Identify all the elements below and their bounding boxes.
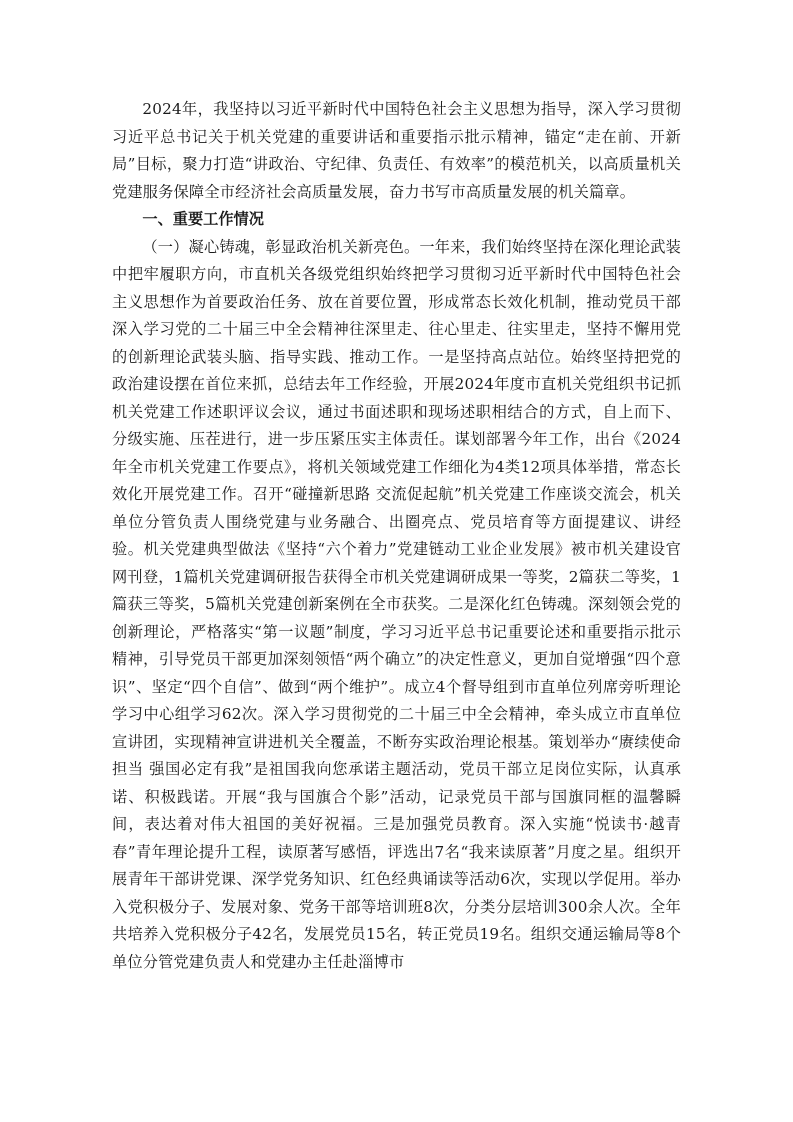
intro-paragraph: 2024年，我坚持以习近平新时代中国特色社会主义思想为指导，深入学习贯彻习近平总书记关于机关党建的重要讲话和重要指示批示精神，锚定“走在前、开新局”目标，聚力打造“讲政治、守纪律、负责任、有效率”的模范机关，以高质量机关党建服务保障全市经济社会高质量发展，奋力书写市高质量发展的机关篇章。: [112, 100, 681, 201]
section-body-paragraph: （一）凝心铸魂，彰显政治机关新亮色。一年来，我们始终坚持在深化理论武装中把牢履职方向，市直机关各级党组织始终把学习贯彻习近平新时代中国特色社会主义思想作为首要政治任务、放在首要位置，形成常态长效化机制，推动党员干部深入学习党的二十届三中全会精神往深里走、往心里走、往实里走，坚持不懈用党的创新理论武装头脑、指导实践、推动工作。一是坚持高点站位。始终坚持把党的政治建设摆在首位来抓，总结去年工作经验，开展2024年度市直机关党组织书记抓机关党建工作述职评议会议，通过书面述职和现场述职相结合的方式，自上而下、分级实施、压茬进行，进一步压紧压实主体责任。谋划部署今年工作，出台《2024年全市机关党建工作要点》，将机关领域党建工作细化为4类12项具体举措，常态长效化开展党建工作。召开“碰撞新思路 交流促起航”机关党建工作座谈交流会，机关单位分管负责人围绕党建与业务融合、出圈亮点、党员培育等方面提建议、讲经验。机关党建典型做法《坚持“六个着力”党建链动工业企业发展》被市机关建设官网刊登，1篇机关党建调研报告获得全市机关党建调研成果一等奖，2篇获二等奖，1篇获三等奖，5篇机关党建创新案例在全市获奖。二是深化红色铸魂。深刻领会党的创新理论，严格落实“第一议题”制度，学习习近平总书记重要论述和重要指示批示精神，引导党员干部更加深刻领悟“两个确立”的决定性意义，更加自觉增强“四个意识”、坚定“四个自信”、做到“两个维护”。成立4个督导组到市直单位列席旁听理论学习中心组学习62次。深入学习贯彻党的二十届三中全会精神，牵头成立市直单位宣讲团，实现精神宣讲进机关全覆盖，不断夯实政治理论根基。策划举办“赓续使命担当 强国必定有我”是祖国我向您承诺主题活动，党员干部立足岗位实际，认真承诺、积极践诺。开展“我与国旗合个影”活动，记录党员干部与国旗同框的温馨瞬间，表达着对伟大祖国的美好祝福。三是加强党员教育。深入实施“悦读书·越青春”青年理论提升工程，读原著写感悟，评选出7名“我来读原著”月度之星。组织开展青年干部讲党课、深学党务知识、红色经典诵读等活动6次，实现以学促用。举办入党积极分子、发展对象、党务干部等培训班8次，分类分层培训300余人次。全年共培养入党积极分子42名，发展党员15名，转正党员19名。组织交通运输局等8个单位分管党建负责人和党建办主任赴淄博市: [112, 237, 681, 971]
section-heading: 一、重要工作情况: [142, 210, 264, 228]
